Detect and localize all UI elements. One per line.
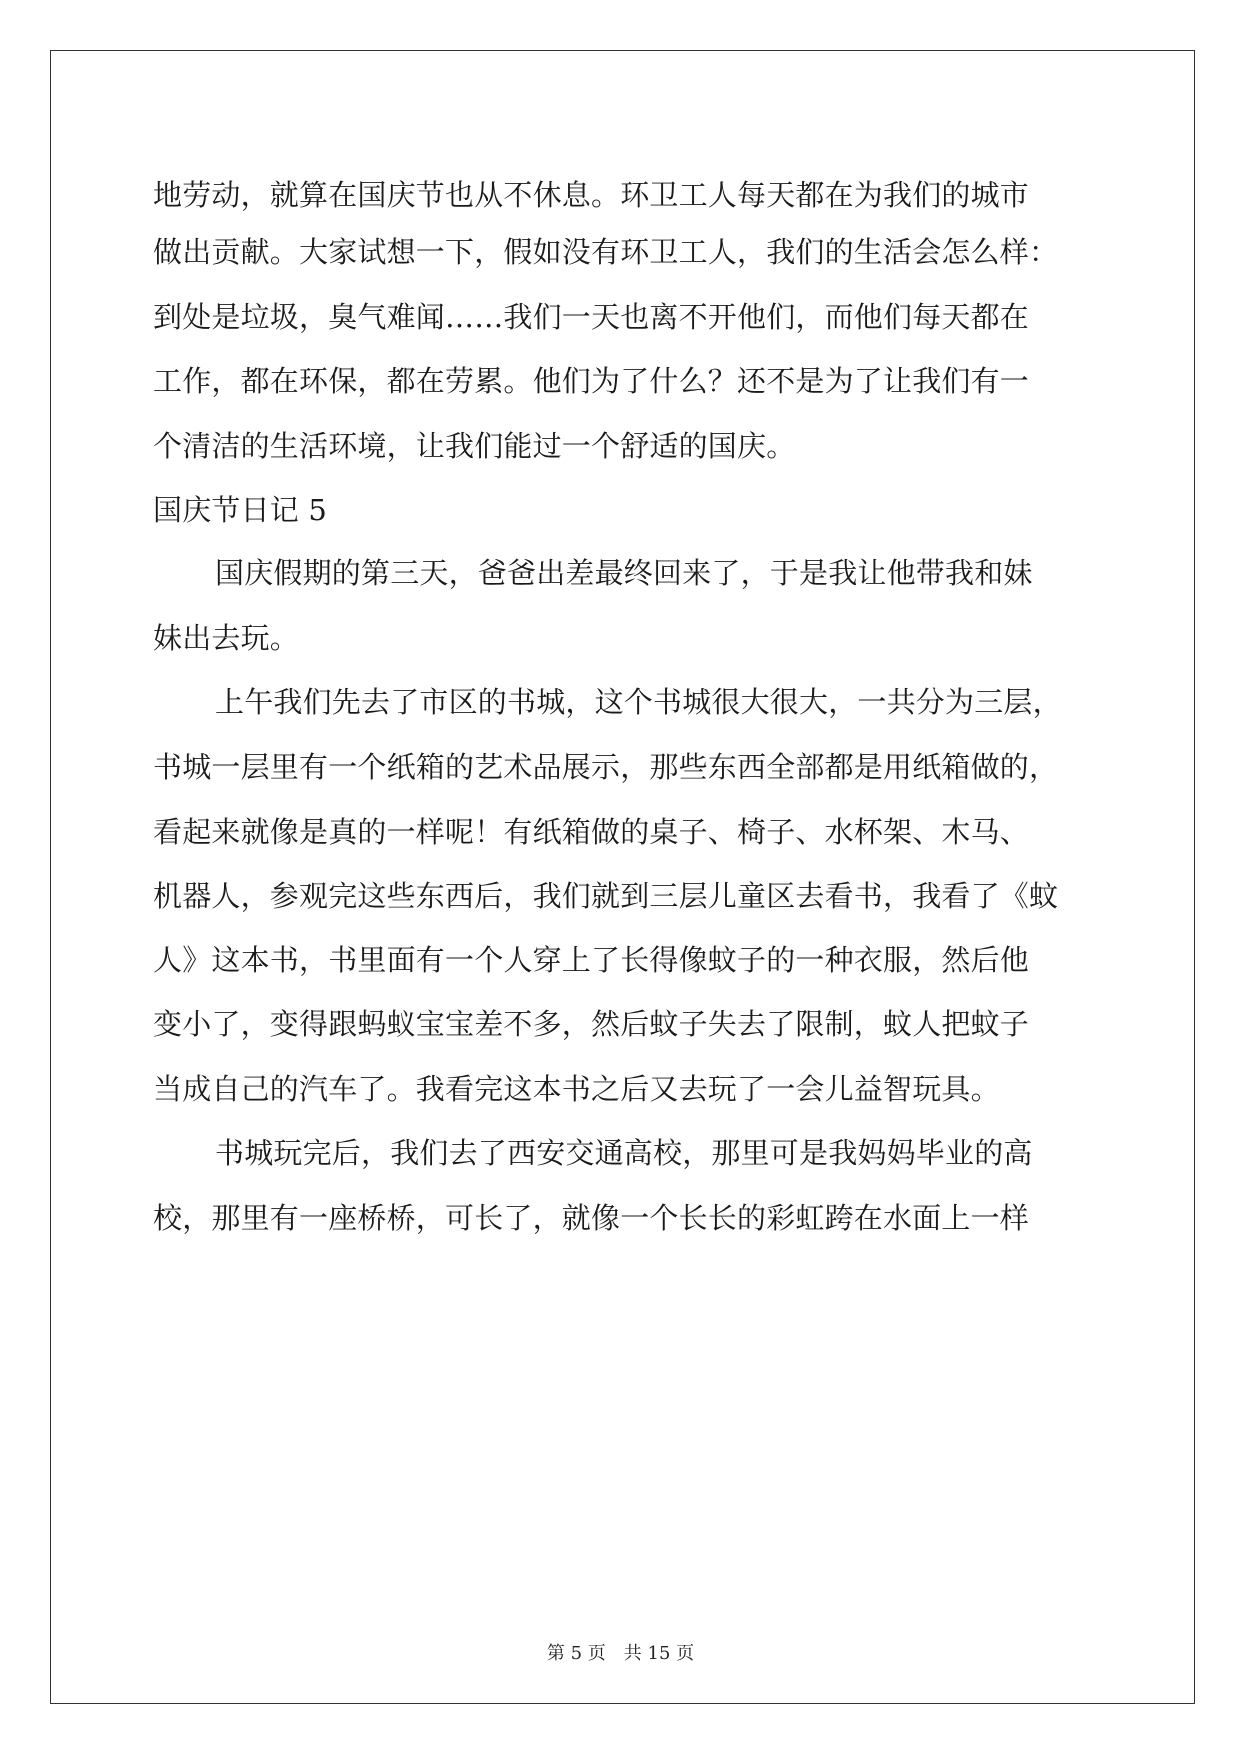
body-text-line: 地劳动，就算在国庆节也从不休息。环卫工人每天都在为我们的城市 — [153, 178, 1030, 212]
body-text-line: 妹出去玩。 — [153, 621, 300, 655]
section-heading: 国庆节日记 5 — [153, 493, 328, 527]
body-text-line: 书城玩完后，我们去了西安交通高校，那里可是我妈妈毕业的高 — [215, 1136, 1033, 1170]
body-text-line: 人》这本书，书里面有一个人穿上了长得像蚊子的一种衣服，然后他 — [153, 943, 1030, 977]
body-text-line: 书城一层里有一个纸箱的艺术品展示，那些东西全部都是用纸箱做的， — [153, 750, 1059, 784]
page-number: 第 5 页 — [546, 1643, 606, 1664]
page-total: 共 15 页 — [623, 1643, 695, 1664]
body-text-line: 国庆假期的第三天，爸爸出差最终回来了，于是我让他带我和妹 — [215, 556, 1033, 590]
body-text-line: 变小了，变得跟蚂蚁宝宝差不多，然后蚊子失去了限制，蚊人把蚊子 — [153, 1007, 1030, 1041]
body-text-line: 个清洁的生活环境，让我们能过一个舒适的国庆。 — [153, 429, 796, 463]
body-text-line: 到处是垃圾，臭气难闻……我们一天也离不开他们，而他们每天都在 — [153, 300, 1030, 334]
body-text-line: 看起来就像是真的一样呢！有纸箱做的桌子、椅子、水杯架、木马、 — [153, 815, 1030, 849]
body-text-line: 当成自己的汽车了。我看完这本书之后又去玩了一会儿益智玩具。 — [153, 1072, 1000, 1106]
body-text-line: 上午我们先去了市区的书城，这个书城很大很大，一共分为三层， — [215, 685, 1062, 719]
body-text-line: 校，那里有一座桥桥，可长了，就像一个长长的彩虹跨在水面上一样 — [153, 1201, 1030, 1235]
page-footer — [0, 1642, 1241, 1666]
body-text-line: 机器人，参观完这些东西后，我们就到三层儿童区去看书，我看了《蚊 — [153, 879, 1059, 913]
body-text-line: 做出贡献。大家试想一下，假如没有环卫工人，我们的生活会怎么样： — [153, 235, 1059, 269]
body-text-line: 工作，都在环保，都在劳累。他们为了什么？还不是为了让我们有一 — [153, 364, 1030, 398]
